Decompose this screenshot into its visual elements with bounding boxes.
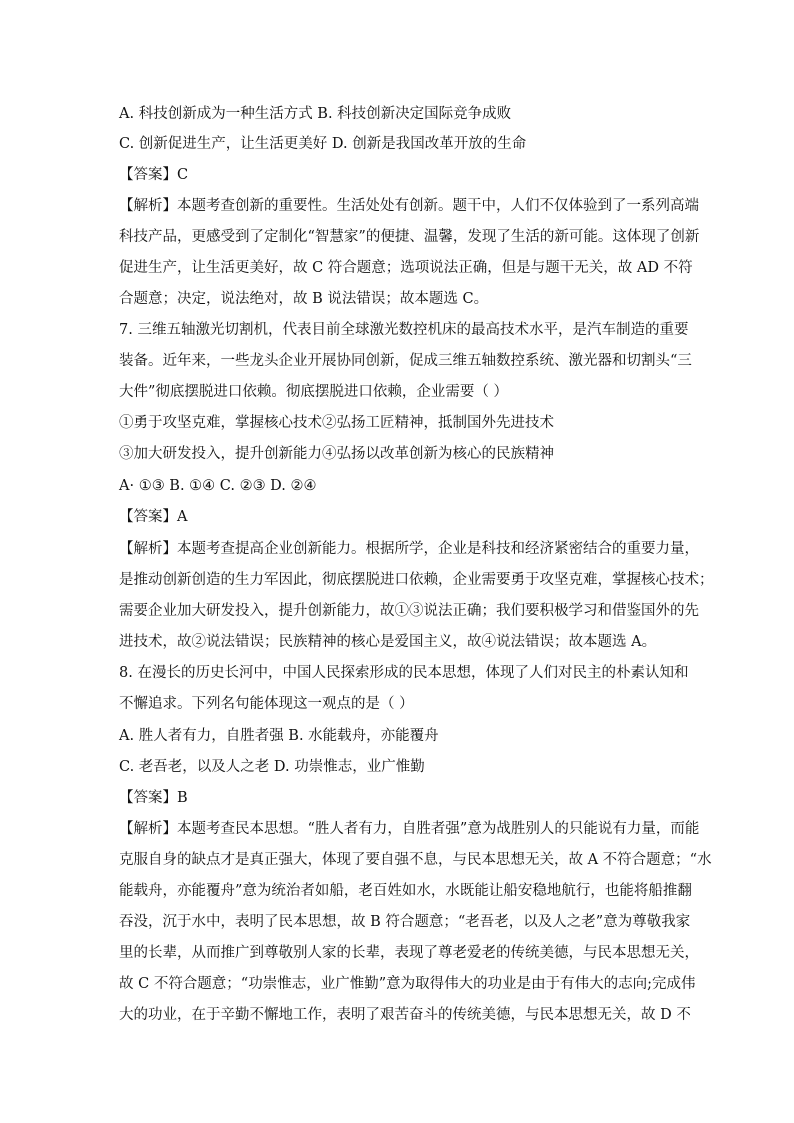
analysis-line: 【解析】本题考查民本思想。“胜人者有力，自胜者强”意为战胜别人的只能说有力量，而能 <box>119 821 700 837</box>
question-line: 不懈追求。下列名句能体现这一观点的是（ ） <box>119 696 414 712</box>
analysis-line: 【解析】本题考查创新的重要性。生活处处有创新。题干中，人们不仅体验到了一系列高端 <box>119 198 699 214</box>
analysis-line: 进技术，故②说法错误；民族精神的核心是爱国主义，故④说法错误；故本题选 A。 <box>119 634 657 650</box>
question-line: 7. 三维五轴激光切割机，代表目前全球激光数控机床的最高技术水平，是汽车制造的重要 <box>119 322 689 338</box>
analysis-line: 需要企业加大研发投入，提升创新能力，故①③说法正确；我们要积极学习和借鉴国外的先 <box>119 603 699 619</box>
analysis-line: 吞没，沉于水中，表明了民本思想，故 B 符合题意；“老吾老，以及人之老”意为尊敬我家 <box>119 914 691 930</box>
analysis-line: 促进生产，让生活更美好，故 C 符合题意；选项说法正确，但是与题干无关，故 AD 不符 <box>119 260 693 276</box>
analysis-line: 合题意；决定，说法绝对，故 B 说法错误；故本题选 C。 <box>119 291 489 307</box>
option-line: A. 科技创新成为一种生活方式 B. 科技创新决定国际竞争成败 <box>119 106 512 122</box>
analysis-line: 科技产品，更感受到了定制化“智慧家”的便捷、温馨，发现了生活的新可能。这体现了创新 <box>119 229 700 245</box>
question-line: 8. 在漫长的历史长河中，中国人民探索形成的民本思想，体现了人们对民主的朴素认知和 <box>119 665 689 681</box>
answer-line: 【答案】A <box>119 509 188 525</box>
analysis-line: 故 C 不符合题意；“功崇惟志，业广惟勤”意为取得伟大的功业是由于有伟大的志向;完成伟 <box>119 976 696 992</box>
analysis-line: 能载舟，亦能覆舟”意为统治者如船，老百姓如水，水既能让船安稳地航行，也能将船推翻 <box>119 883 692 899</box>
question-line: 装备。近年来，一些龙头企业开展协同创新，促成三维五轴数控系统、激光器和切割头“三 <box>119 353 692 369</box>
analysis-line: 里的长辈，从而推广到尊敬别人家的长辈，表现了尊老爱老的传统美德，与民本思想无关， <box>119 945 699 961</box>
option-line: A. 胜人者有力，自胜者强 B. 水能载舟，亦能覆舟 <box>119 728 439 744</box>
option-line: C. 创新促进生产，让生活更美好 D. 创新是我国改革开放的生命 <box>119 136 527 152</box>
answer-line: 【答案】C <box>119 167 189 183</box>
analysis-line: 是推动创新创造的生力军因此，彻底摆脱进口依赖，企业需要勇于攻坚克难，掌握核心技术； <box>119 572 714 588</box>
analysis-line: 克服自身的缺点才是真正强大，体现了要自强不息，与民本思想无关，故 A 不符合题意；“水 <box>119 852 712 868</box>
statement-line: ①勇于攻坚克难，掌握核心技术②弘扬工匠精神，抵制国外先进技术 <box>119 415 554 431</box>
question-line: 大件”彻底摆脱进口依赖。彻底摆脱进口依赖，企业需要（ ） <box>119 384 509 400</box>
answer-line: 【答案】B <box>119 790 188 806</box>
option-line: C. 老吾老，以及人之老 D. 功崇惟志，业广惟勤 <box>119 759 425 775</box>
option-line: A· ①③ B. ①④ C. ②③ D. ②④ <box>119 478 317 494</box>
analysis-line: 【解析】本题考查提高企业创新能力。根据所学，企业是科技和经济紧密结合的重要力量， <box>119 541 699 557</box>
statement-line: ③加大研发投入，提升创新能力④弘扬以改革创新为核心的民族精神 <box>119 446 554 462</box>
analysis-line: 大的功业，在于辛勤不懈地工作，表明了艰苦奋斗的传统美德，与民本思想无关，故 D 不 <box>119 1007 691 1023</box>
